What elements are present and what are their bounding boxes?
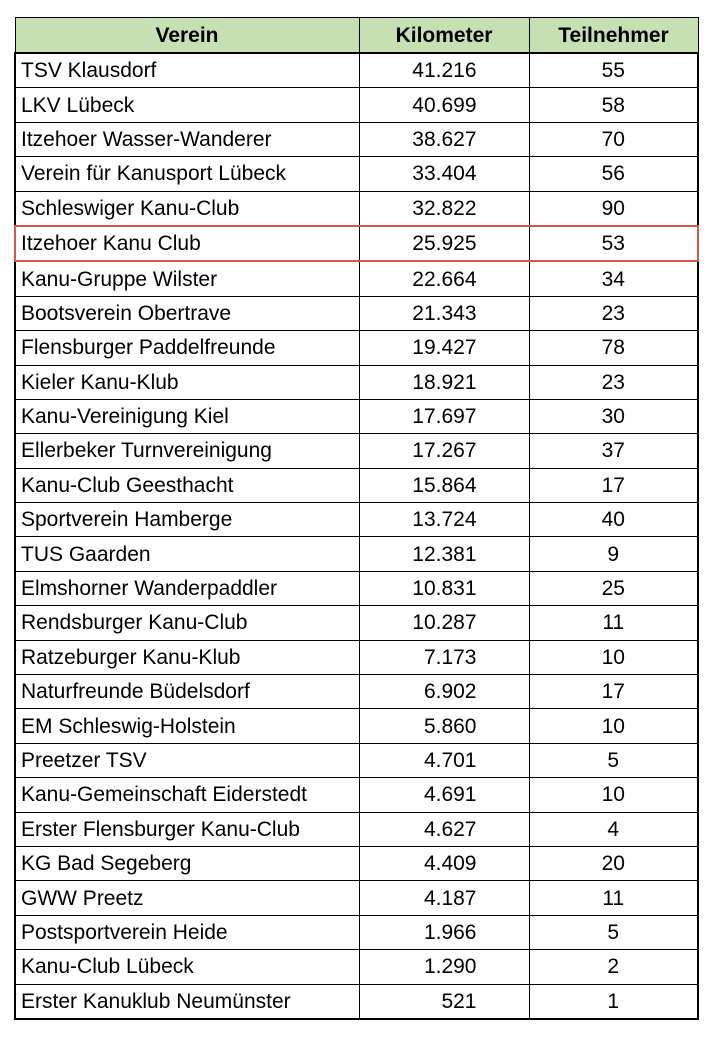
cell-verein: Verein für Kanusport Lübeck: [15, 157, 359, 191]
cell-verein: Itzehoer Kanu Club: [15, 226, 359, 261]
cell-teilnehmer: 56: [529, 157, 698, 191]
table-row: [15, 399, 698, 433]
cell-teilnehmer: 78: [529, 331, 698, 365]
cell-kilometer: 4.691: [359, 778, 529, 812]
cell-teilnehmer: 10: [529, 640, 698, 674]
cell-kilometer: 41.216: [359, 53, 529, 88]
table-header-row: [15, 18, 698, 54]
cell-kilometer: 17.267: [359, 434, 529, 468]
cell-teilnehmer: 17: [529, 468, 698, 502]
cell-kilometer: 4.627: [359, 812, 529, 846]
table-row: [15, 778, 698, 812]
cell-verein: Naturfreunde Büdelsdorf: [15, 675, 359, 709]
cell-teilnehmer: 90: [529, 191, 698, 226]
cell-verein: Preetzer TSV: [15, 743, 359, 777]
cell-teilnehmer: 23: [529, 296, 698, 330]
header-kilometer: Kilometer: [359, 18, 529, 54]
table-row: [15, 984, 698, 1019]
table-row: [15, 675, 698, 709]
cell-kilometer: 32.822: [359, 191, 529, 226]
cell-verein: Itzehoer Wasser-Wanderer: [15, 122, 359, 156]
cell-teilnehmer: 55: [529, 53, 698, 88]
cell-teilnehmer: 1: [529, 984, 698, 1019]
cell-teilnehmer: 11: [529, 606, 698, 640]
cell-verein: Ratzeburger Kanu-Klub: [15, 640, 359, 674]
table-row: [15, 537, 698, 571]
table-row: [15, 53, 698, 88]
table-row: [15, 261, 698, 296]
cell-verein: KG Bad Segeberg: [15, 846, 359, 880]
header-verein: Verein: [15, 18, 359, 54]
cell-kilometer: 15.864: [359, 468, 529, 502]
table-row: [15, 640, 698, 674]
cell-teilnehmer: 10: [529, 709, 698, 743]
cell-teilnehmer: 25: [529, 571, 698, 605]
cell-teilnehmer: 34: [529, 261, 698, 296]
cell-kilometer: 22.664: [359, 261, 529, 296]
cell-kilometer: 25.925: [359, 226, 529, 261]
cell-kilometer: 10.831: [359, 571, 529, 605]
cell-verein: Ellerbeker Turnvereinigung: [15, 434, 359, 468]
table-row: [15, 468, 698, 502]
table-row: [15, 709, 698, 743]
cell-verein: Sportverein Hamberge: [15, 503, 359, 537]
table-row: [15, 606, 698, 640]
cell-kilometer: 1.966: [359, 915, 529, 949]
table-row: [15, 846, 698, 880]
table-row: [15, 122, 698, 156]
cell-verein: Postsportverein Heide: [15, 915, 359, 949]
table-row: [15, 434, 698, 468]
table-row: [15, 191, 698, 226]
table-row: [15, 365, 698, 399]
cell-teilnehmer: 9: [529, 537, 698, 571]
cell-kilometer: 21.343: [359, 296, 529, 330]
cell-kilometer: 38.627: [359, 122, 529, 156]
cell-teilnehmer: 37: [529, 434, 698, 468]
cell-verein: Kanu-Gruppe Wilster: [15, 261, 359, 296]
cell-kilometer: 4.409: [359, 846, 529, 880]
table-row: [15, 296, 698, 330]
cell-verein: Erster Flensburger Kanu-Club: [15, 812, 359, 846]
cell-kilometer: 1.290: [359, 950, 529, 984]
club-ranking-table: [14, 17, 699, 1020]
cell-verein: Bootsverein Obertrave: [15, 296, 359, 330]
cell-verein: Elmshorner Wanderpaddler: [15, 571, 359, 605]
cell-verein: GWW Preetz: [15, 881, 359, 915]
table-row: [15, 226, 698, 261]
cell-verein: Kanu-Gemeinschaft Eiderstedt: [15, 778, 359, 812]
cell-kilometer: 4.187: [359, 881, 529, 915]
table-row: [15, 88, 698, 122]
cell-verein: Kanu-Vereinigung Kiel: [15, 399, 359, 433]
cell-teilnehmer: 5: [529, 915, 698, 949]
cell-teilnehmer: 5: [529, 743, 698, 777]
cell-teilnehmer: 2: [529, 950, 698, 984]
cell-kilometer: 5.860: [359, 709, 529, 743]
cell-kilometer: 13.724: [359, 503, 529, 537]
cell-verein: Kanu-Club Lübeck: [15, 950, 359, 984]
table-body: [15, 53, 698, 1019]
cell-teilnehmer: 58: [529, 88, 698, 122]
cell-teilnehmer: 40: [529, 503, 698, 537]
cell-kilometer: 19.427: [359, 331, 529, 365]
cell-kilometer: 40.699: [359, 88, 529, 122]
cell-verein: Kieler Kanu-Klub: [15, 365, 359, 399]
cell-verein: TSV Klausdorf: [15, 53, 359, 88]
cell-verein: LKV Lübeck: [15, 88, 359, 122]
cell-verein: Flensburger Paddelfreunde: [15, 331, 359, 365]
cell-teilnehmer: 20: [529, 846, 698, 880]
table-row: [15, 950, 698, 984]
cell-kilometer: 4.701: [359, 743, 529, 777]
cell-teilnehmer: 11: [529, 881, 698, 915]
table-row: [15, 331, 698, 365]
cell-kilometer: 7.173: [359, 640, 529, 674]
cell-teilnehmer: 4: [529, 812, 698, 846]
cell-teilnehmer: 53: [529, 226, 698, 261]
cell-verein: Kanu-Club Geesthacht: [15, 468, 359, 502]
cell-kilometer: 17.697: [359, 399, 529, 433]
header-teilnehmer: Teilnehmer: [529, 18, 698, 54]
cell-verein: Rendsburger Kanu-Club: [15, 606, 359, 640]
table-row: [15, 881, 698, 915]
cell-kilometer: 12.381: [359, 537, 529, 571]
cell-kilometer: 521: [359, 984, 529, 1019]
table-row: [15, 915, 698, 949]
cell-teilnehmer: 23: [529, 365, 698, 399]
cell-verein: Schleswiger Kanu-Club: [15, 191, 359, 226]
cell-verein: TUS Gaarden: [15, 537, 359, 571]
cell-verein: EM Schleswig-Holstein: [15, 709, 359, 743]
cell-kilometer: 33.404: [359, 157, 529, 191]
cell-kilometer: 18.921: [359, 365, 529, 399]
table-row: [15, 503, 698, 537]
table-row: [15, 812, 698, 846]
cell-teilnehmer: 17: [529, 675, 698, 709]
cell-kilometer: 6.902: [359, 675, 529, 709]
cell-verein: Erster Kanuklub Neumünster: [15, 984, 359, 1019]
cell-teilnehmer: 30: [529, 399, 698, 433]
cell-teilnehmer: 10: [529, 778, 698, 812]
table-row: [15, 157, 698, 191]
cell-kilometer: 10.287: [359, 606, 529, 640]
table-row: [15, 571, 698, 605]
cell-teilnehmer: 70: [529, 122, 698, 156]
table-row: [15, 743, 698, 777]
